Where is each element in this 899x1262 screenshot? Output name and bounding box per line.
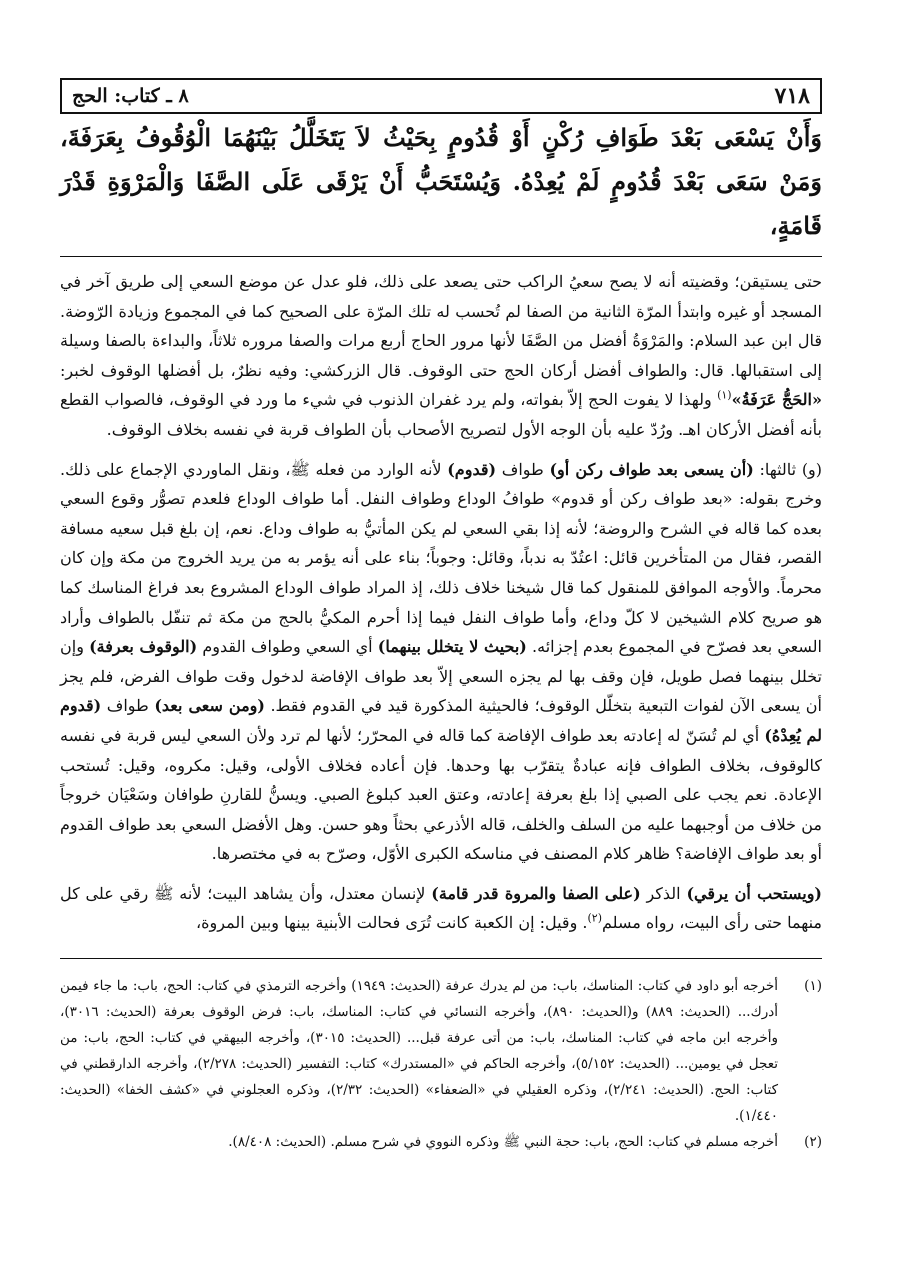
text-run: طواف bbox=[101, 696, 155, 716]
text-run: طواف bbox=[496, 459, 550, 479]
footnote-1 bbox=[60, 973, 822, 1129]
text-run: أي السعي وطواف القدوم bbox=[197, 637, 378, 657]
text-run: ولهذا لا يفوت الحج إلاّ بفواته، ولم يرد غفران الذنوب في شيء ما ورد في الوقوف، فالصواب القطع بأنه أفضل الأركان اهـ. ورُدّ عليه بأن الوجه الأول لتصريح الأصحاب بأن الطواف قربة في نفسه بخلاف الوقوف. bbox=[60, 390, 822, 439]
commentary-paragraph-3 bbox=[60, 879, 822, 938]
text-run: وإن تخلل بينهما فصل طويل، فإن وقف بها لم يجزه السعي إلاّ بعد طواف الإفاضة لدخول وقت طواف الفرض، فلم يجز أن يسعى الآن لفوات التبعية بتخلّل الوقوف؛ فالحيثية المذكورة قيد في القدوم فقط. bbox=[60, 637, 822, 716]
matn-quote: (ومن سعى بعد) bbox=[154, 696, 265, 716]
footnotes bbox=[60, 973, 822, 1155]
footnote-ref-2[interactable]: (٢) bbox=[587, 912, 602, 926]
matn-quote: (أن يسعى بعد طواف ركن أو) bbox=[549, 459, 754, 479]
text-run: أي لم تُسَنّ له إعادته بعد طواف الإفاضة كما قاله في المحرّر؛ لأنها لم ترد ولأن السعي ليس قربة في نفسه كالوقوف، بخلاف الطواف فإنه عبادةٌ يتقرّب بها وحدها. فإن أعاده فخلاف الأولى، وقيل: مكروه، وقيل: تُستحب الإعادة. نعم يجب على الصبي إذا بلغ بعرفة إعادته، وعتق العبد كبلوغ الصبي. ويسنُّ للقارنِ طوافان وسَعْيَان خروجاً من خلاف من أوجبهما عليه من السلف والخلف، قاله الأذرعي بحثاً وهو حسن. وهل الأفضل السعي بعد طواف القدوم أو بعد طواف الإفاضة؟ ظاهر كلام المصنف في مناسكه الكبرى الأوّل، وصرّح به في مختصرها. bbox=[60, 725, 822, 864]
text-run: (و) ثالثها: bbox=[753, 459, 823, 479]
commentary-paragraph-1 bbox=[60, 267, 822, 445]
matn-quote: (على الصفا والمروة قدر قامة) bbox=[431, 883, 641, 903]
book-page bbox=[60, 78, 822, 1155]
hadith-quote: «الحَجُّ عَرَفَةُ» bbox=[731, 390, 822, 410]
footnote-divider bbox=[60, 958, 822, 959]
footnote-text: أخرجه أبو داود في كتاب: المناسك، باب: من لم يدرك عرفة (الحديث: ١٩٤٩) وأخرجه الترمذي في كتاب: الحج، باب: ما جاء فيمن أدرك... (الحديث: ٨٨٩) و(الحديث: ٨٩٠)، وأخرجه النسائي في كتاب: المناسك، باب: فرض الوقوف بعرفة (الحديث: ٣٠١٦)، وأخرجه ابن ماجه في كتاب: المناسك، باب: من أتى عرفة قبل... (الحديث: ٣٠١٥)، وأخرجه البيهقي في كتاب: الحج، باب: من تعجل في يومين... (الحديث: ٥/١٥٢)، وأخرجه الحاكم في «المستدرك» كتاب: التفسير (الحديث: ٢/٢٧٨)، وأخرجه الدارقطني في كتاب: الحج. (الحديث: ٢/٢٤١)، وذكره العقيلي في «الضعفاء» (الحديث: ٢/٣٢)، وذكره العجلوني في «كشف الخفا» (الحديث: ١/٤٤٠). bbox=[60, 978, 778, 1125]
text-run: الذكر bbox=[640, 883, 687, 903]
commentary-paragraph-2 bbox=[60, 455, 822, 869]
matn-quote: (قدوم لم يُعِدْهُ) bbox=[60, 696, 823, 745]
matn-quote: (بحيث لا يتخلل بينهما) bbox=[377, 637, 527, 657]
footnote-ref-1[interactable]: (١) bbox=[717, 389, 732, 403]
page-number: ٧١٨ bbox=[774, 83, 810, 109]
text-run: لإنسان معتدل، وأن يشاهد البيت؛ لأنه ﷺ رقي على كل منهما حتى رأى البيت، رواه مسلم bbox=[60, 883, 822, 933]
text-run: حتى يستيقن؛ وقضيته أنه لا يصح سعيُ الراكب حتى يصعد على ذلك، فلو عدل عن موضع السعي إلى طريق آخر في المسجد أو غيره وابتدأ المرّة الثانية من الصفا لم تُحسب له تلك المرّة على الصحيح كما في المجموع وزيادة الرّوضة. قال ابن عبد السلام: والمَرْوَةُ أفضل من الصَّفَا لأنها مرور الحاج أربع مرات والصفا مروره ثلاثاً، والبداءة بالصفا وسيلة إلى استقبالها. قال: والطواف أفضل أركان الحج حتى الوقوف. قال الزركشي: وفيه نظرٌ، بل أفضلها الوقوف لخبر: bbox=[60, 272, 822, 380]
footnote-number: (٢) bbox=[804, 1134, 822, 1151]
book-title: ٨ ـ كتاب: الحج bbox=[72, 85, 189, 107]
page-header bbox=[60, 78, 822, 114]
footnote-text: أخرجه مسلم في كتاب: الحج، باب: حجة النبي ﷺ وذكره النووي في شرح مسلم. (الحديث: ٨/٤٠٨). bbox=[228, 1134, 778, 1151]
section-divider bbox=[60, 256, 822, 257]
text-run: . وقيل: إن الكعبة كانت تُرَى فحالت الأبنية بينها وبين المروة، bbox=[195, 913, 588, 933]
matn-quote: (الوقوف بعرفة) bbox=[89, 637, 198, 657]
matn-quote: (ويستحب أن يرقي) bbox=[686, 883, 822, 903]
text-run: لأنه الوارد من فعله ﷺ، ونقل الماوردي الإجماع على ذلك. وخرج بقوله: «بعد طواف ركن أو قدوم» طوافُ الوداع وطواف النفل. أما طواف الوداع فلعدم تصوُّر وقوع السعي بعده كما قاله في الشرح والروضة؛ لأنه إذا بقي السعي لم يكن المأتيُّ به طواف وداع. نعم، إن بلغ قبل سعيه مسافة القصر، فقال من المتأخرين قائل: اعتُدّ به ندباً، وقائل: وجوباً؛ بناء على أنه يؤمر به من يريد الخروج من مكة وإن كان محرماً. والأوجه الموافق للمنقول كما قال شيخنا خلاف ذلك، إذ المراد طواف الوداع المشروع بعد فراغ المناسك كما هو صريح كلام الشيخين لا كلّ وداع، وأما طواف النفل فيما إذا أحرم المكيُّ بالحج من مكة ثم تنفّل بالطواف وأراد السعي بعد فصرّح في المجموع بعدم إجزائه. bbox=[60, 459, 823, 657]
footnote-number: (١) bbox=[804, 978, 822, 995]
matn-quote: (قدوم) bbox=[447, 459, 497, 479]
footnote-2 bbox=[60, 1129, 822, 1155]
matn-text: وَأَنْ يَسْعَى بَعْدَ طَوَافِ رُكْنٍ أَوْ قُدُومٍ بِحَيْثُ لاَ يَتَخَلَّلُ بَيْنَهُمَا الْوُقُوفُ بِعَرَفَةَ، وَمَنْ سَعَى بَعْدَ قُدُومٍ لَمْ يُعِدْهُ. وَيُسْتَحَبُّ أَنْ يَرْقَى عَلَى الصَّفَا وَالْمَرْوَةِ قَدْرَ قَامَةٍ، bbox=[60, 123, 822, 240]
